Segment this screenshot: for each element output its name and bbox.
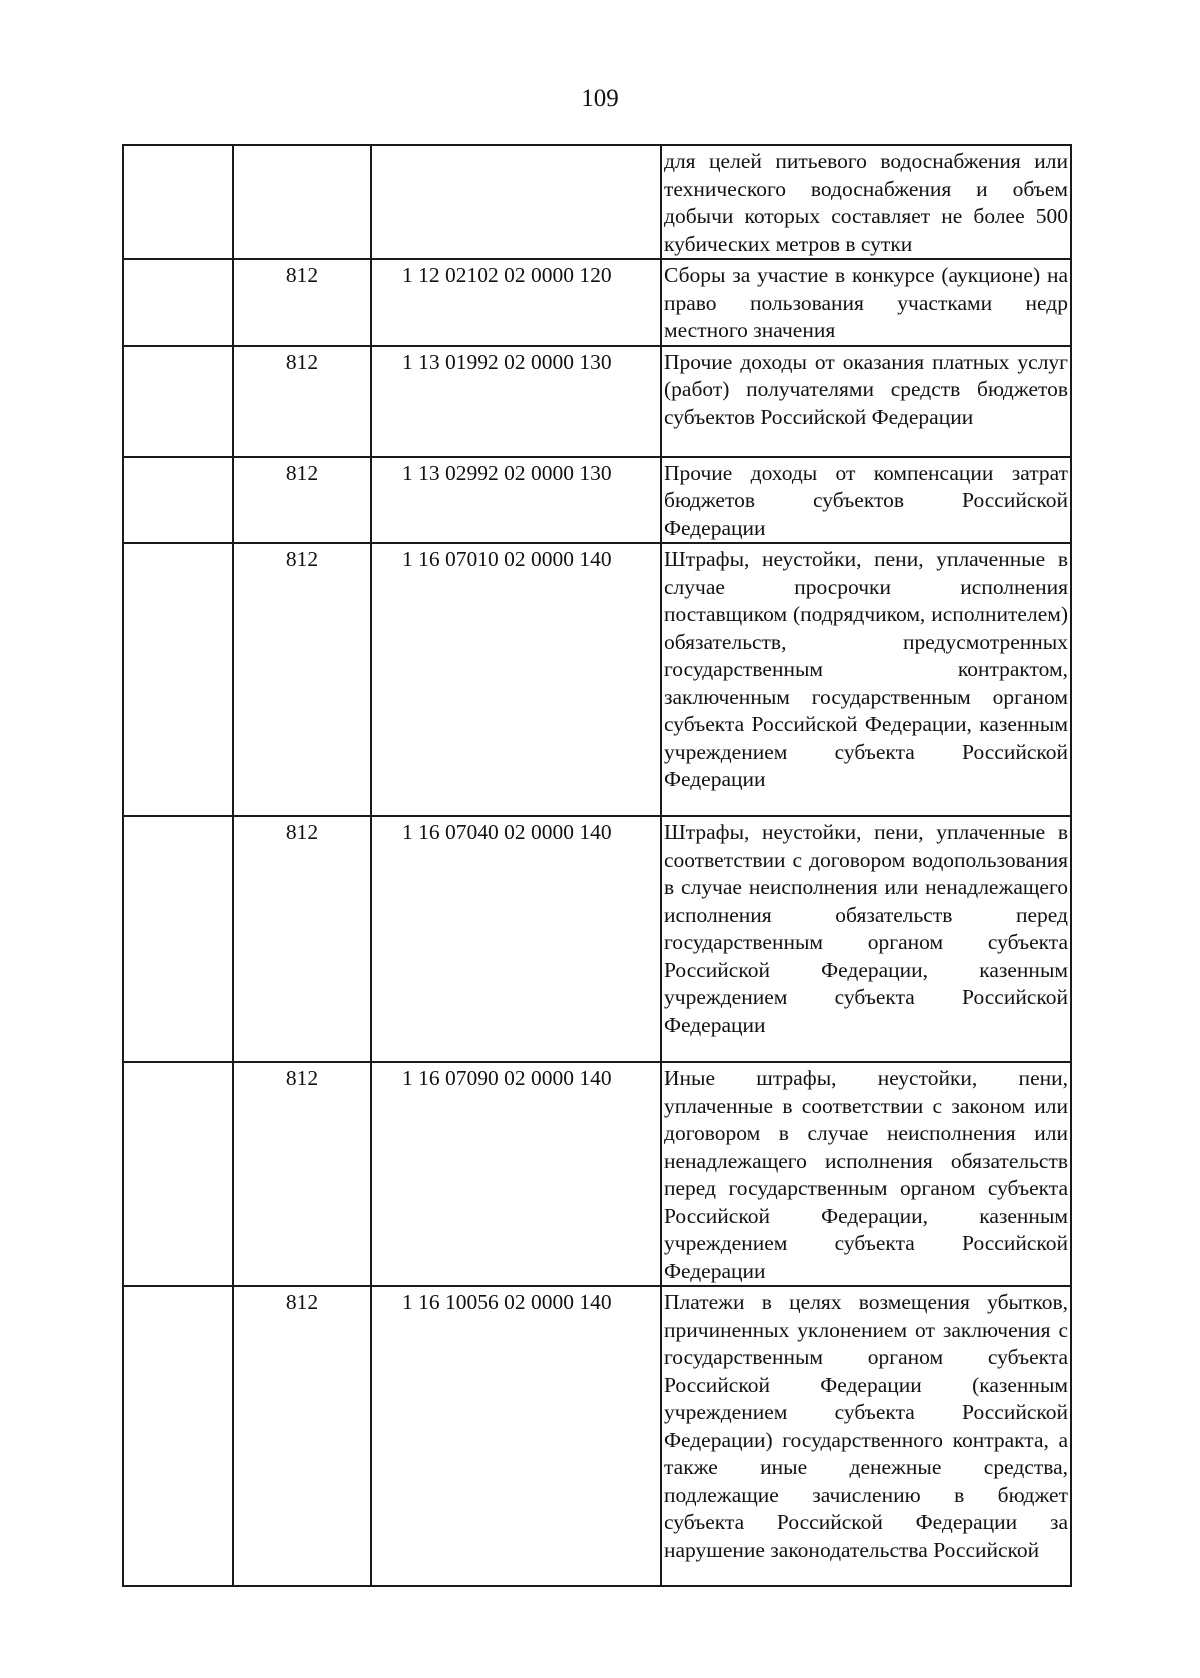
revenue-description: Штрафы, неустойки, пени, уплаченные в соответствии с договором водопользования в случае неисполнения или ненадлежащего исполнения обязательств перед государственным органом субъекта Российской Федерации, казенным учреждением субъекта Российской Федерации bbox=[661, 816, 1071, 1062]
empty-cell bbox=[123, 259, 233, 346]
admin-code-cell: 812 bbox=[233, 457, 371, 544]
empty-cell bbox=[123, 1286, 233, 1586]
table-row bbox=[123, 145, 1071, 259]
page-number: 109 bbox=[581, 85, 619, 112]
budget-classification-code: 1 16 10056 02 0000 140 bbox=[371, 1286, 661, 1586]
admin-code-cell: 812 bbox=[233, 543, 371, 816]
table-row bbox=[123, 543, 1071, 816]
budget-classification-code: 1 16 07040 02 0000 140 bbox=[371, 816, 661, 1062]
empty-cell bbox=[123, 816, 233, 1062]
table-row bbox=[123, 816, 1071, 1062]
admin-code-cell: 812 bbox=[233, 1286, 371, 1586]
budget-classification-code: 1 13 01992 02 0000 130 bbox=[371, 346, 661, 457]
table-row bbox=[123, 259, 1071, 346]
empty-cell bbox=[123, 346, 233, 457]
admin-code-cell: 812 bbox=[233, 816, 371, 1062]
admin-code-cell: 812 bbox=[233, 259, 371, 346]
revenue-description: Иные штрафы, неустойки, пени, уплаченные в соответствии с законом или договором в случае неисполнения или ненадлежащего исполнения обязательств перед государственным органом субъекта Российской Федерации, казенным учреждением субъекта Российской Федерации bbox=[661, 1062, 1071, 1286]
budget-classification-code: 1 16 07010 02 0000 140 bbox=[371, 543, 661, 816]
revenue-description: Прочие доходы от оказания платных услуг (работ) получателями средств бюджетов субъектов Российской Федерации bbox=[661, 346, 1071, 457]
empty-cell bbox=[123, 145, 233, 259]
budget-classification-code: 1 12 02102 02 0000 120 bbox=[371, 259, 661, 346]
revenue-description: Штрафы, неустойки, пени, уплаченные в случае просрочки исполнения поставщиком (подрядчиком, исполнителем) обязательств, предусмотренных государственным контрактом, заключенным государственным органом субъекта Российской Федерации, казенным учреждением субъекта Российской Федерации bbox=[661, 543, 1071, 816]
budget-classification-code: 1 13 02992 02 0000 130 bbox=[371, 457, 661, 544]
revenue-description: Сборы за участие в конкурсе (аукционе) на право пользования участками недр местного значения bbox=[661, 259, 1071, 346]
revenue-description: Платежи в целях возмещения убытков, причиненных уклонением от заключения с государственным органом субъекта Российской Федерации (казенным учреждением субъекта Российской Федерации) государственного контракта, а также иные денежные средства, подлежащие зачислению в бюджет субъекта Российской Федерации за нарушение законодательства Российской bbox=[661, 1286, 1071, 1586]
revenue-codes-table bbox=[122, 144, 1072, 1587]
table-row bbox=[123, 457, 1071, 544]
table-row bbox=[123, 1286, 1071, 1586]
empty-cell bbox=[123, 1062, 233, 1286]
table-row bbox=[123, 1062, 1071, 1286]
budget-classification-code: 1 16 07090 02 0000 140 bbox=[371, 1062, 661, 1286]
revenue-description: Прочие доходы от компенсации затрат бюджетов субъектов Российской Федерации bbox=[661, 457, 1071, 544]
admin-code-cell: 812 bbox=[233, 346, 371, 457]
admin-code-cell bbox=[233, 145, 371, 259]
table-row bbox=[123, 346, 1071, 457]
budget-classification-code bbox=[371, 145, 661, 259]
admin-code-cell: 812 bbox=[233, 1062, 371, 1286]
empty-cell bbox=[123, 457, 233, 544]
empty-cell bbox=[123, 543, 233, 816]
revenue-description: для целей питьевого водоснабжения или технического водоснабжения и объем добычи которых составляет не более 500 кубических метров в сутки bbox=[661, 145, 1071, 259]
